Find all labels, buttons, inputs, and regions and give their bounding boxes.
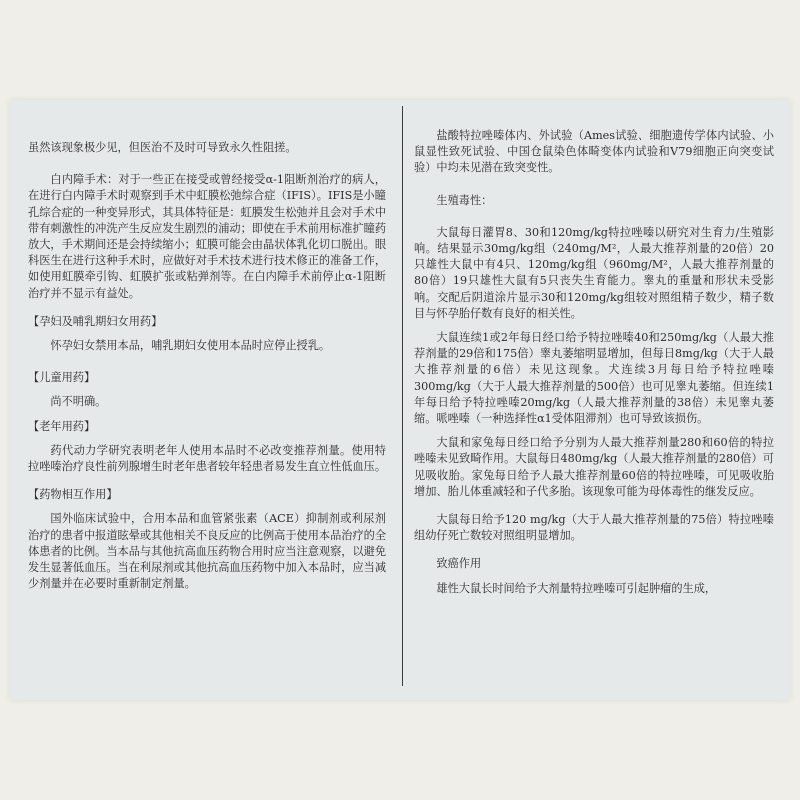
paragraph-glaucoma-note: 虽然该现象极少见，但医治不及时可导致永久性阻搓。 <box>28 141 297 154</box>
paragraph-pregnancy: 怀孕妇女禁用本品，哺乳期妇女使用本品时应停止授乳。 <box>50 339 331 353</box>
paragraph-reproductive-fertility: 大鼠每日灌胃8、30和120mg/kg特拉唑嗪以研究对生育力/生殖影响。结果显示30mg/kg组（240mg/M²，人最大推荐剂量的20倍）20只雄性大鼠中有4只、120mg/kg组（960mg/M²，人最大推荐剂量的80倍）19只雄性大鼠有5只丧失生育能力。睾丸的重量和形状未受影响。交配后阴道涂片显示30和120mg/kg组较对照组精子数少，精子数目与怀孕胎仔数有良好的相关性。 <box>414 225 774 320</box>
paragraph-mutagenicity: 盐酸特拉唑嗪体内、外试验（Ames试验、细胞遗传学体内试验、小鼠显性致死试验、中国仓鼠染色体畸变体内试验和V79细胞正向突变试验）中均未见潜在致突变性。 <box>414 129 774 175</box>
column-divider <box>402 106 403 686</box>
heading-carcinogenicity: 致癌作用 <box>436 557 482 571</box>
paragraph-elderly: 药代动力学研究表明老年人使用本品时不必改变推荐剂量。使用特拉唑嗪治疗良性前列腺增生时老年患者较年轻患者易发生直立性低血压。 <box>28 443 387 474</box>
heading-pregnancy: 【孕妇及哺乳期妇女用药】 <box>28 314 163 328</box>
heading-reproductive-toxicity: 生殖毒性： <box>436 193 493 207</box>
paragraph-reproductive-offspring: 大鼠每日给予120 mg/kg（大于人最大推荐剂量的75倍）特拉唑嗪组幼仔死亡数较对照组明显增加。 <box>414 513 774 543</box>
heading-children: 【儿童用药】 <box>28 371 96 385</box>
paragraph-reproductive-testis: 大鼠连续1或2年每日经口给予特拉唑嗪40和250mg/kg（人最大推荐剂量的29倍和175倍）睾丸萎缩明显增加，但每日8mg/kg（大于人最大推荐剂量的6倍）未见这现象。犬连续3月每日给予特拉唑嗪300mg/kg（大于人最大推荐剂量的500倍）也可见睾丸萎缩。但连续1年每日给予特拉唑嗪20mg/kg（人最大推荐剂量的38倍）未见睾丸萎缩。哌唑嗪（一种选择性α1受体阻滞剂）也可导致该损伤。 <box>414 331 774 426</box>
left-column <box>28 140 386 592</box>
paragraph-carcinogenicity: 雄性大鼠长时间给予大剂量特拉唑嗪可引起肿瘤的生成， <box>436 581 717 595</box>
heading-elderly: 【老年用药】 <box>28 419 96 433</box>
paragraph-reproductive-teratogenic: 大鼠和家兔每日经口给予分别为人最大推荐剂量280和60倍的特拉唑嗪未见致畸作用。大鼠每日480mg/kg（人最大推荐剂量的280倍）可见吸收胎。家兔每日给予人最大推荐剂量60倍的特拉唑嗪，可见吸收胎增加、胎儿体重减轻和子代多胎。该现象可能为母体毒性的继发反应。 <box>414 436 774 498</box>
paragraph-drug-interaction: 国外临床试验中，合用本品和血管紧张素（ACE）抑制剂或利尿剂治疗的患者中报道眩晕或其他相关不良反应的比例高于使用本品治疗的全体患者的比例。当本品与其他抗高血压药物合用时应当注意观察，以避免发生显著低血压。当在利尿剂或其他抗高血压药物中加入本品时，应当减少剂量并在必要时重新制定剂量。 <box>28 512 387 591</box>
paragraph-children: 尚不明确。 <box>50 395 107 409</box>
heading-drug-interaction: 【药物相互作用】 <box>28 488 118 502</box>
right-column <box>414 128 774 597</box>
paragraph-cataract-surgery: 白内障手术：对于一些正在接受或曾经接受α-1阻断剂治疗的病人，在进行白内障手术时观察到手术中虹膜松弛综合症（IFIS）。IFIS是小瞳孔综合症的一种变异形式，其具体特征是：虹膜发生松弛并且会对手术中带有刺激性的冲洗产生反应发生剧烈的浦动；即使在手术前用标准扩瞳药放大，手术期间还是会持续缩小；虹膜可能会由晶状体乳化切口脱出。眼科医生在进行这种手术时，应做好对手术技术进行技术修正的准备工作，如使用虹膜牵引钩、虹膜扩张或粘弹剂等。在白内障手术前停止α-1阻断治疗并不显示有益处。 <box>28 173 387 300</box>
